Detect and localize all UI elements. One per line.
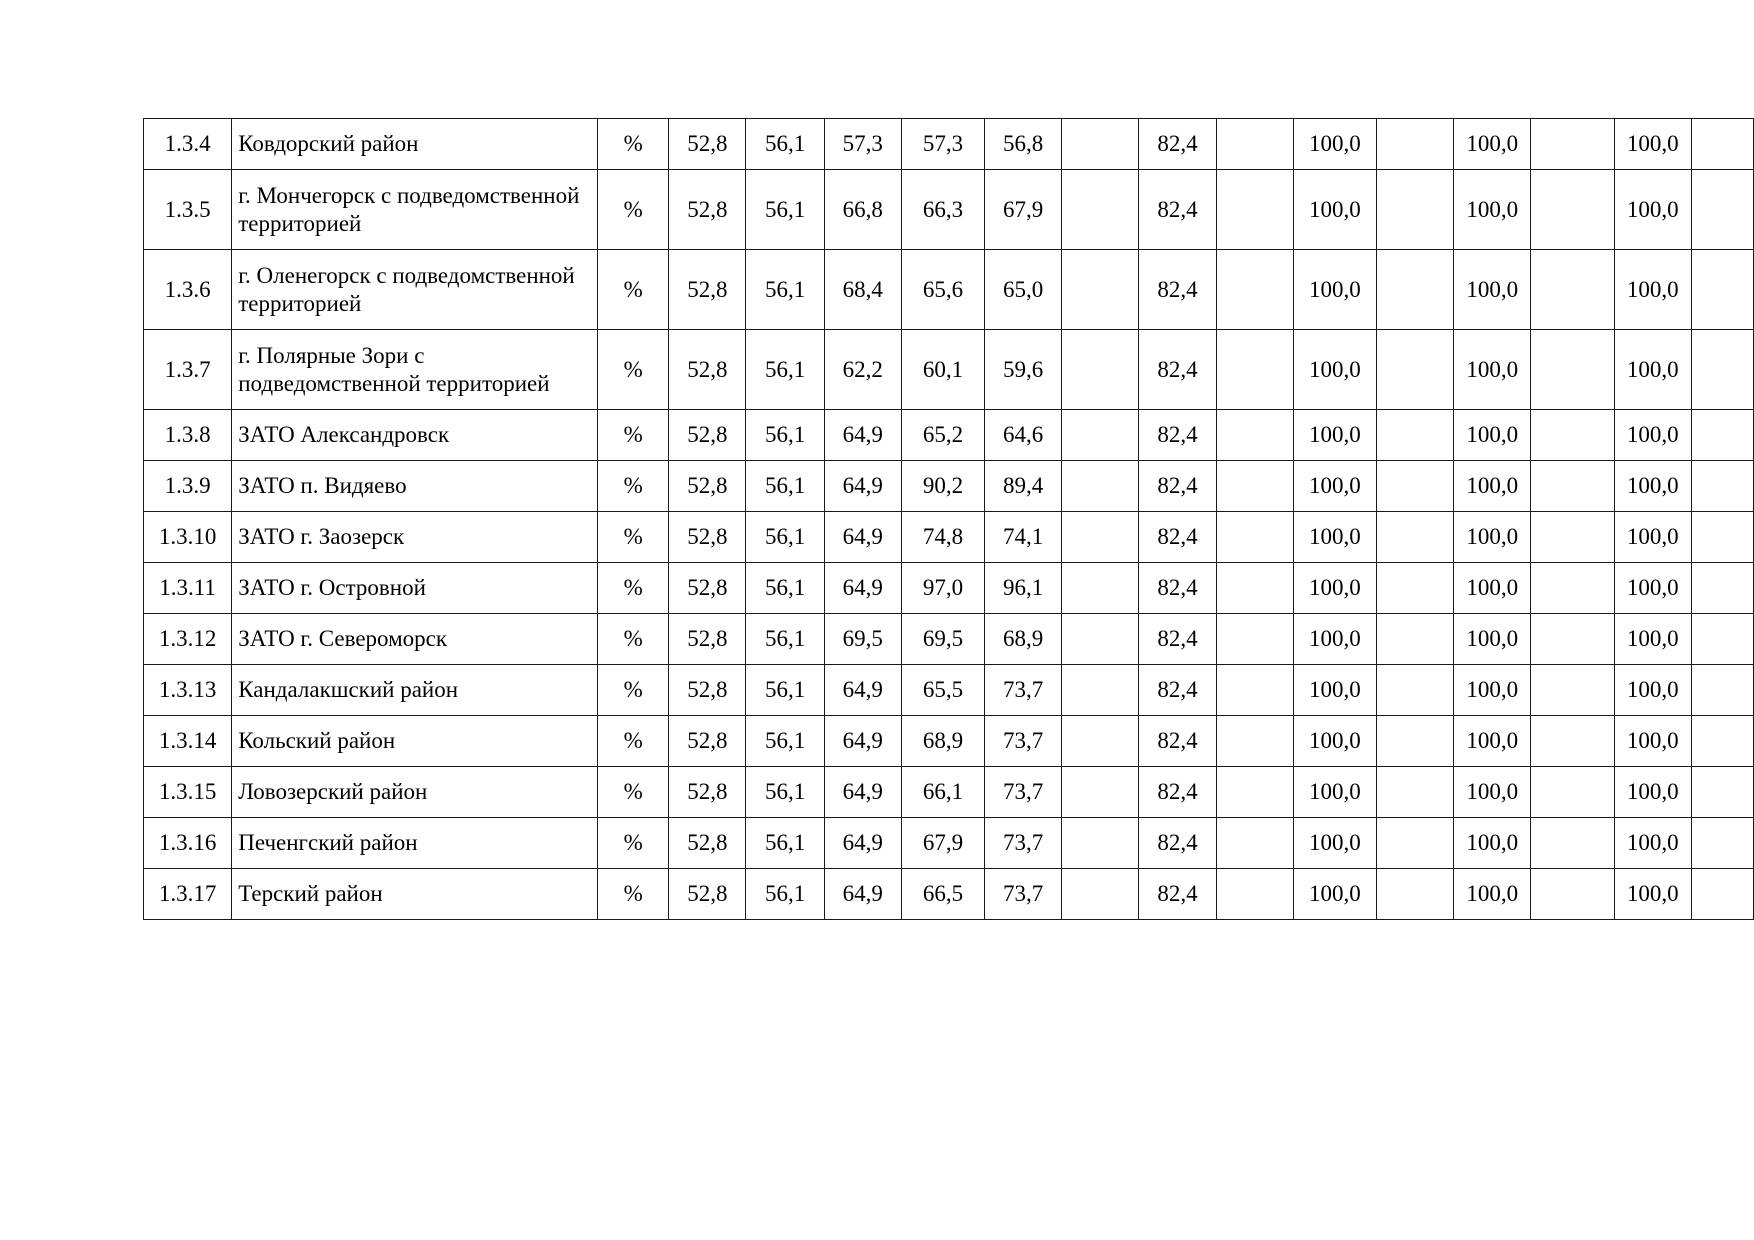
unit-cell: % [598,614,669,665]
value-cell: 100,0 [1454,330,1531,410]
empty-cell [1216,869,1293,920]
value-cell: 56,1 [746,716,824,767]
value-cell: 64,9 [824,665,901,716]
territory-name: Кандалакшский район [232,665,598,716]
unit-cell: % [598,563,669,614]
row-number: 1.3.16 [144,818,232,869]
value-cell: 100,0 [1614,512,1691,563]
empty-cell [1216,563,1293,614]
empty-cell [1377,119,1454,170]
value-cell: 100,0 [1293,330,1376,410]
empty-cell [1377,330,1454,410]
value-cell: 64,9 [824,563,901,614]
value-cell: 100,0 [1454,250,1531,330]
value-cell: 100,0 [1293,170,1376,250]
value-cell: 82,4 [1139,665,1216,716]
value-cell: 100,0 [1614,119,1691,170]
table-row [144,170,1754,250]
unit-cell: % [598,119,669,170]
territory-name: г. Мончегорск с подведомственной территорией [232,170,598,250]
empty-cell [1691,512,1753,563]
empty-cell [1062,818,1139,869]
value-cell: 82,4 [1139,614,1216,665]
table-row [144,818,1754,869]
empty-cell [1531,563,1614,614]
value-cell: 65,0 [985,250,1062,330]
empty-cell [1377,170,1454,250]
value-cell: 59,6 [985,330,1062,410]
value-cell: 100,0 [1614,716,1691,767]
value-cell: 100,0 [1454,410,1531,461]
value-cell: 66,5 [901,869,984,920]
value-cell: 64,9 [824,716,901,767]
value-cell: 100,0 [1293,716,1376,767]
value-cell: 73,7 [985,716,1062,767]
table-row [144,512,1754,563]
value-cell: 52,8 [669,869,746,920]
value-cell: 52,8 [669,512,746,563]
table-row [144,614,1754,665]
table-row [144,119,1754,170]
value-cell: 82,4 [1139,250,1216,330]
value-cell: 100,0 [1293,512,1376,563]
value-cell: 68,9 [985,614,1062,665]
value-cell: 100,0 [1614,563,1691,614]
value-cell: 100,0 [1293,767,1376,818]
territory-name: Терский район [232,869,598,920]
value-cell: 56,1 [746,767,824,818]
value-cell: 97,0 [901,563,984,614]
value-cell: 56,1 [746,563,824,614]
value-cell: 52,8 [669,119,746,170]
table-row [144,563,1754,614]
value-cell: 82,4 [1139,512,1216,563]
value-cell: 56,8 [985,119,1062,170]
empty-cell [1691,250,1753,330]
value-cell: 100,0 [1293,119,1376,170]
table-row [144,767,1754,818]
empty-cell [1691,818,1753,869]
value-cell: 68,4 [824,250,901,330]
value-cell: 74,8 [901,512,984,563]
empty-cell [1216,330,1293,410]
table-row [144,410,1754,461]
value-cell: 52,8 [669,330,746,410]
row-number: 1.3.9 [144,461,232,512]
value-cell: 64,9 [824,461,901,512]
unit-cell: % [598,767,669,818]
value-cell: 100,0 [1454,461,1531,512]
value-cell: 82,4 [1139,461,1216,512]
value-cell: 100,0 [1614,869,1691,920]
empty-cell [1691,461,1753,512]
empty-cell [1216,119,1293,170]
value-cell: 100,0 [1614,461,1691,512]
empty-cell [1691,665,1753,716]
value-cell: 64,9 [824,410,901,461]
value-cell: 52,8 [669,170,746,250]
value-cell: 100,0 [1454,716,1531,767]
value-cell: 100,0 [1293,563,1376,614]
value-cell: 62,2 [824,330,901,410]
territory-name: ЗАТО Александровск [232,410,598,461]
empty-cell [1216,818,1293,869]
value-cell: 56,1 [746,614,824,665]
empty-cell [1691,869,1753,920]
empty-cell [1062,563,1139,614]
value-cell: 57,3 [901,119,984,170]
empty-cell [1377,512,1454,563]
value-cell: 82,4 [1139,563,1216,614]
value-cell: 73,7 [985,818,1062,869]
value-cell: 100,0 [1293,869,1376,920]
empty-cell [1377,818,1454,869]
value-cell: 67,9 [901,818,984,869]
value-cell: 52,8 [669,563,746,614]
value-cell: 100,0 [1293,250,1376,330]
empty-cell [1377,869,1454,920]
value-cell: 90,2 [901,461,984,512]
territory-name: Ковдорский район [232,119,598,170]
empty-cell [1062,716,1139,767]
unit-cell: % [598,330,669,410]
indicator-table [143,118,1754,920]
value-cell: 60,1 [901,330,984,410]
value-cell: 52,8 [669,250,746,330]
empty-cell [1062,119,1139,170]
territory-name: г. Оленегорск с подведомственной территорией [232,250,598,330]
empty-cell [1531,716,1614,767]
value-cell: 56,1 [746,512,824,563]
value-cell: 100,0 [1614,614,1691,665]
empty-cell [1062,614,1139,665]
row-number: 1.3.8 [144,410,232,461]
empty-cell [1691,330,1753,410]
empty-cell [1216,614,1293,665]
value-cell: 73,7 [985,665,1062,716]
empty-cell [1531,410,1614,461]
empty-cell [1062,330,1139,410]
table-body [144,119,1754,920]
territory-name: Ловозерский район [232,767,598,818]
row-number: 1.3.13 [144,665,232,716]
empty-cell [1531,614,1614,665]
unit-cell: % [598,410,669,461]
value-cell: 100,0 [1454,563,1531,614]
value-cell: 100,0 [1454,767,1531,818]
empty-cell [1377,461,1454,512]
value-cell: 100,0 [1293,410,1376,461]
empty-cell [1377,665,1454,716]
unit-cell: % [598,818,669,869]
table-row [144,461,1754,512]
value-cell: 67,9 [985,170,1062,250]
value-cell: 100,0 [1614,767,1691,818]
unit-cell: % [598,512,669,563]
empty-cell [1691,614,1753,665]
value-cell: 100,0 [1293,665,1376,716]
empty-cell [1531,665,1614,716]
value-cell: 56,1 [746,869,824,920]
value-cell: 66,8 [824,170,901,250]
unit-cell: % [598,716,669,767]
empty-cell [1531,767,1614,818]
empty-cell [1691,119,1753,170]
value-cell: 56,1 [746,665,824,716]
empty-cell [1216,716,1293,767]
value-cell: 52,8 [669,716,746,767]
row-number: 1.3.17 [144,869,232,920]
empty-cell [1691,410,1753,461]
empty-cell [1062,250,1139,330]
empty-cell [1216,250,1293,330]
empty-cell [1531,512,1614,563]
empty-cell [1377,563,1454,614]
unit-cell: % [598,170,669,250]
value-cell: 52,8 [669,767,746,818]
value-cell: 52,8 [669,665,746,716]
value-cell: 82,4 [1139,818,1216,869]
value-cell: 100,0 [1454,665,1531,716]
value-cell: 52,8 [669,818,746,869]
empty-cell [1377,767,1454,818]
empty-cell [1062,665,1139,716]
value-cell: 100,0 [1454,512,1531,563]
value-cell: 52,8 [669,461,746,512]
value-cell: 64,6 [985,410,1062,461]
row-number: 1.3.7 [144,330,232,410]
value-cell: 65,6 [901,250,984,330]
table-row [144,250,1754,330]
empty-cell [1531,170,1614,250]
row-number: 1.3.14 [144,716,232,767]
value-cell: 100,0 [1614,410,1691,461]
unit-cell: % [598,665,669,716]
empty-cell [1062,170,1139,250]
unit-cell: % [598,869,669,920]
value-cell: 56,1 [746,170,824,250]
value-cell: 73,7 [985,869,1062,920]
value-cell: 65,5 [901,665,984,716]
value-cell: 56,1 [746,818,824,869]
value-cell: 56,1 [746,250,824,330]
value-cell: 56,1 [746,410,824,461]
table-row [144,665,1754,716]
value-cell: 52,8 [669,614,746,665]
value-cell: 100,0 [1454,170,1531,250]
empty-cell [1691,767,1753,818]
empty-cell [1691,170,1753,250]
value-cell: 82,4 [1139,170,1216,250]
empty-cell [1216,170,1293,250]
territory-name: Печенгский район [232,818,598,869]
unit-cell: % [598,461,669,512]
value-cell: 100,0 [1293,818,1376,869]
empty-cell [1377,614,1454,665]
empty-cell [1216,410,1293,461]
empty-cell [1531,250,1614,330]
row-number: 1.3.4 [144,119,232,170]
value-cell: 74,1 [985,512,1062,563]
value-cell: 100,0 [1614,330,1691,410]
value-cell: 73,7 [985,767,1062,818]
table-row [144,869,1754,920]
value-cell: 82,4 [1139,330,1216,410]
value-cell: 56,1 [746,461,824,512]
territory-name: Кольский район [232,716,598,767]
territory-name: ЗАТО п. Видяево [232,461,598,512]
empty-cell [1691,563,1753,614]
empty-cell [1531,330,1614,410]
value-cell: 100,0 [1454,818,1531,869]
value-cell: 100,0 [1454,119,1531,170]
value-cell: 64,9 [824,869,901,920]
value-cell: 57,3 [824,119,901,170]
value-cell: 56,1 [746,330,824,410]
empty-cell [1531,869,1614,920]
row-number: 1.3.15 [144,767,232,818]
territory-name: ЗАТО г. Североморск [232,614,598,665]
empty-cell [1691,716,1753,767]
empty-cell [1377,410,1454,461]
empty-cell [1062,410,1139,461]
value-cell: 64,9 [824,818,901,869]
value-cell: 100,0 [1614,818,1691,869]
row-number: 1.3.11 [144,563,232,614]
empty-cell [1216,512,1293,563]
row-number: 1.3.10 [144,512,232,563]
value-cell: 82,4 [1139,767,1216,818]
empty-cell [1531,818,1614,869]
territory-name: ЗАТО г. Заозерск [232,512,598,563]
value-cell: 82,4 [1139,119,1216,170]
table-row [144,330,1754,410]
value-cell: 82,4 [1139,869,1216,920]
value-cell: 65,2 [901,410,984,461]
value-cell: 100,0 [1293,461,1376,512]
value-cell: 64,9 [824,512,901,563]
table-row [144,716,1754,767]
value-cell: 64,9 [824,767,901,818]
value-cell: 100,0 [1614,250,1691,330]
value-cell: 69,5 [901,614,984,665]
value-cell: 100,0 [1614,170,1691,250]
territory-name: г. Полярные Зори с подведомственной территорией [232,330,598,410]
value-cell: 66,3 [901,170,984,250]
value-cell: 66,1 [901,767,984,818]
value-cell: 100,0 [1293,614,1376,665]
unit-cell: % [598,250,669,330]
empty-cell [1531,461,1614,512]
empty-cell [1216,665,1293,716]
empty-cell [1531,119,1614,170]
empty-cell [1377,716,1454,767]
value-cell: 82,4 [1139,410,1216,461]
territory-name: ЗАТО г. Островной [232,563,598,614]
empty-cell [1062,461,1139,512]
empty-cell [1377,250,1454,330]
empty-cell [1062,767,1139,818]
empty-cell [1062,869,1139,920]
value-cell: 56,1 [746,119,824,170]
value-cell: 100,0 [1454,614,1531,665]
value-cell: 89,4 [985,461,1062,512]
empty-cell [1062,512,1139,563]
empty-cell [1216,461,1293,512]
value-cell: 69,5 [824,614,901,665]
value-cell: 52,8 [669,410,746,461]
row-number: 1.3.12 [144,614,232,665]
value-cell: 96,1 [985,563,1062,614]
value-cell: 100,0 [1454,869,1531,920]
value-cell: 68,9 [901,716,984,767]
row-number: 1.3.6 [144,250,232,330]
row-number: 1.3.5 [144,170,232,250]
value-cell: 82,4 [1139,716,1216,767]
empty-cell [1216,767,1293,818]
value-cell: 100,0 [1614,665,1691,716]
